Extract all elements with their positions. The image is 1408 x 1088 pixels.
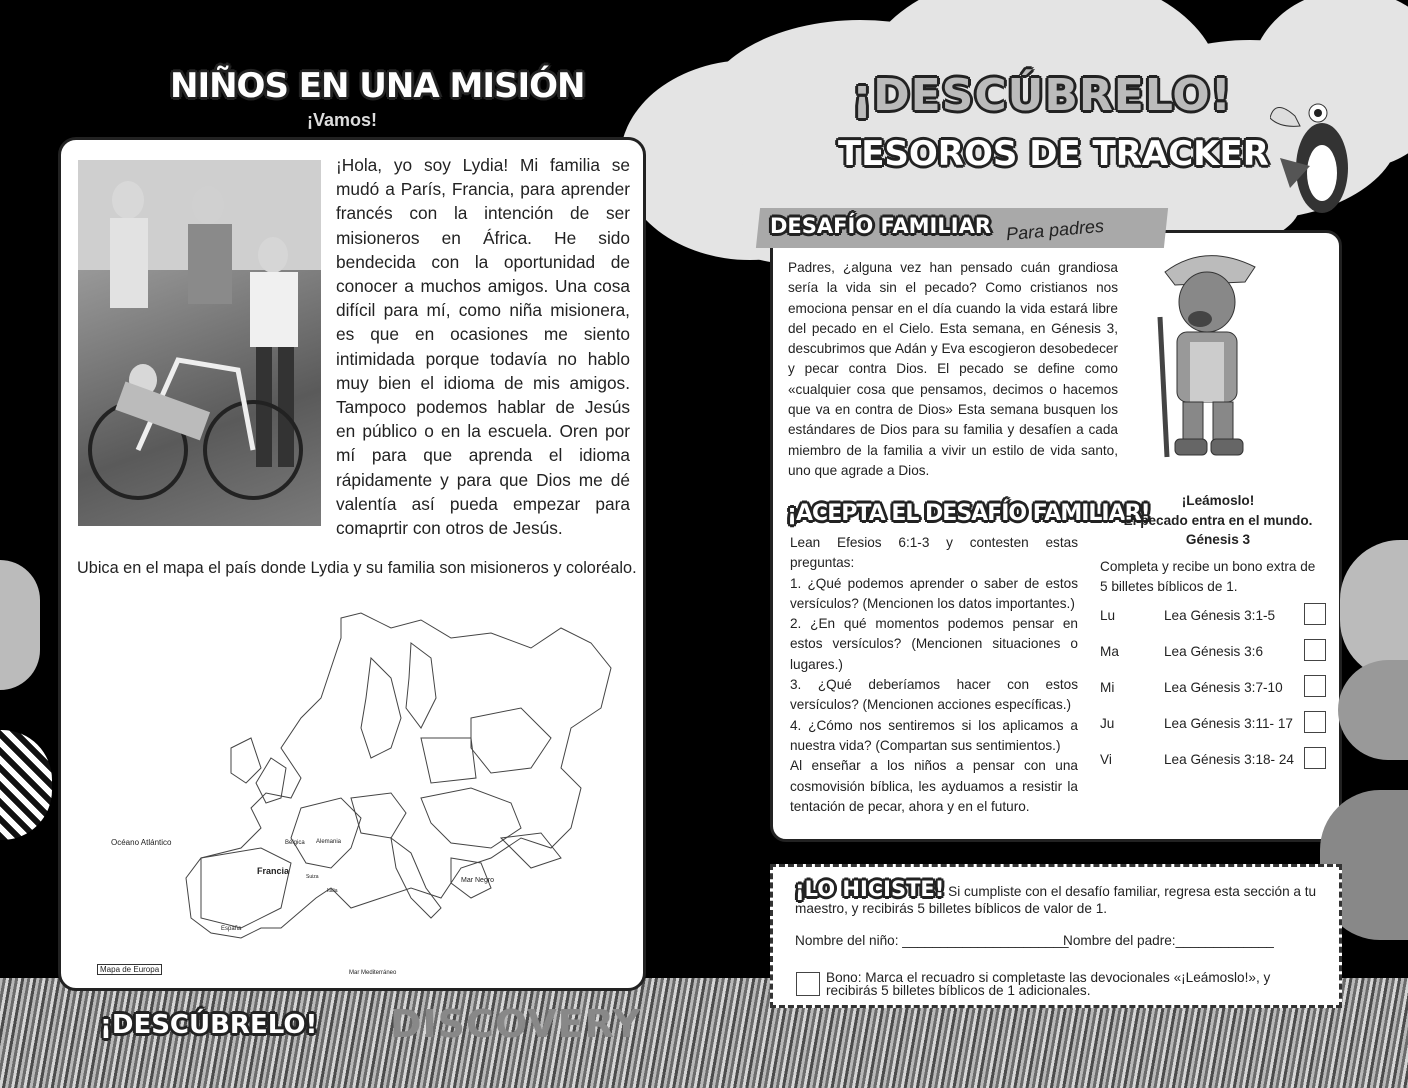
- reading-day: Ju: [1100, 716, 1115, 731]
- left-subtitle: ¡Vamos!: [307, 110, 378, 130]
- map-label-espana: España: [221, 926, 242, 932]
- accept-line: Lean Efesios 6:1-3 y contesten estas preguntas:: [790, 535, 1078, 571]
- reading-row: [1100, 745, 1332, 781]
- monkey-decoration: [1338, 660, 1408, 760]
- accept-line: Al enseñar a los niños a pensar con una cosmovisión bíblica, les ayduamos a resistir la tentación de pecar, ahora y en el futuro.: [790, 758, 1078, 814]
- reading-row: [1100, 637, 1332, 673]
- reading-passage: Lea Génesis 3:11- 17: [1164, 716, 1293, 731]
- completion-text: [795, 877, 1325, 917]
- animal-decoration-left: [0, 560, 40, 690]
- reading-checkbox[interactable]: [1304, 603, 1326, 625]
- reading-heading-3: Génesis 3: [1185, 532, 1251, 547]
- animal-decoration-right: [1340, 540, 1408, 680]
- lydia-story: ¡Hola, yo soy Lydia! Mi familia se mudó a París, Francia, para aprender francés con la intención de ser misioneros en África. He sido bendecida con la oportunidad de conocer a muchos amigos. Una cosa difícil para mí, como niña misionera, es que en ocasiones me siento intimidada porque todavía no hablo muy bien el idioma de mis amigos. Tampoco podemos hablar de Jesús en público o en la escuela. Oren por mí para que aprenda el idioma rápidamente y para que Dios me dé valentía así pueda empezar para comaprtir con otros de Jesús.: [336, 155, 630, 539]
- accept-heading: ¡ACEPTA EL DESAFÍO FAMILIAR!: [787, 501, 1150, 526]
- reading-passage: Lea Génesis 3:18- 24: [1164, 752, 1294, 767]
- mission-panel: [58, 137, 646, 991]
- reading-day: Vi: [1100, 752, 1112, 767]
- reading-day: Ma: [1100, 644, 1119, 659]
- reading-checkbox[interactable]: [1304, 639, 1326, 661]
- map-label-suiza: Suiza: [306, 874, 319, 880]
- reading-day: Mi: [1100, 680, 1115, 695]
- accept-line: 4. ¿Cómo nos sentiremos si los aplicamos a nuestra vida? (Compartan sus sentimientos.): [790, 717, 1078, 753]
- reading-row: [1100, 709, 1332, 745]
- completion-coupon: [770, 864, 1342, 1008]
- map-label-francia: Francia: [257, 866, 290, 876]
- accept-lines: [790, 533, 1078, 817]
- reading-plan: [1100, 601, 1332, 781]
- reading-passage: Lea Génesis 3:6: [1164, 644, 1263, 659]
- map-label-belgica: Bélgica: [285, 840, 305, 846]
- footer-brand: DISCOVERY: [390, 1002, 642, 1046]
- map-instruction: Ubica en el mapa el país donde Lydia y su familia son misioneros y coloréalo.: [77, 559, 637, 577]
- completion-instructions: Si cumpliste con el desafío familiar, regresa esta sección a tu maestro, y recibirás 5 billetes bíblicos de valor de 1.: [795, 884, 1317, 916]
- child-name-field[interactable]: Nombre del niño: ______________________: [795, 933, 1069, 948]
- tracker-character-icon: [1145, 247, 1275, 467]
- family-photo: [78, 160, 321, 526]
- map-label-italia: Italia: [327, 888, 338, 894]
- map-label-alemania: Alemania: [316, 839, 342, 845]
- challenge-tab-title: DESAFÍO FAMILIAR: [770, 214, 991, 238]
- reading-row: [1100, 601, 1332, 637]
- reading-checkbox[interactable]: [1304, 747, 1326, 769]
- reading-passage: Lea Génesis 3:7-10: [1164, 680, 1283, 695]
- reading-checkbox[interactable]: [1304, 711, 1326, 733]
- accept-line: 1. ¿Qué podemos aprender o saber de estos versículos? (Mencionen los datos importantes.): [790, 575, 1078, 611]
- reading-heading-2: El pecado entra en el mundo.: [1123, 512, 1313, 528]
- accept-line: 3. ¿Qué deberíamos hacer con estos versículos? (Mencionen acciones específicas.): [790, 677, 1078, 713]
- reading-passage: Lea Génesis 3:1-5: [1164, 608, 1276, 623]
- right-subtitle: TESOROS DE TRACKER: [838, 134, 1269, 174]
- accept-line: 2. ¿En qué momentos podemos pensar en estos versículos? (Mencionen situaciones o lugares.): [790, 616, 1078, 672]
- zebra-decoration: [0, 730, 52, 840]
- reading-checkbox[interactable]: [1304, 675, 1326, 697]
- map-label-mediterraneo: Mar Mediterráneo: [349, 970, 397, 976]
- challenge-panel: [770, 230, 1342, 842]
- completion-heading: ¡LO HICISTE!: [795, 877, 945, 901]
- parent-name-field[interactable]: Nombre del padre:_____________: [1063, 933, 1274, 948]
- reading-day: Lu: [1100, 608, 1116, 623]
- challenge-tab-note: Para padres: [1005, 215, 1105, 245]
- bonus-checkbox[interactable]: [796, 972, 820, 996]
- toucan-icon: [1270, 88, 1360, 228]
- reading-bonus: Completa y recibe un bono extra de 5 billetes bíblicos de 1.: [1100, 559, 1316, 595]
- bonus-text: Bono: Marca el recuadro si completaste las devocionales «¡Leámoslo!», y recibirás 5 billetes bíblicos de 1 adicionales.: [826, 970, 1271, 998]
- map-label-atlantic: Océano Atlántico: [111, 838, 172, 847]
- map-label-mar-negro: Mar Negro: [461, 877, 495, 884]
- reading-row: [1100, 673, 1332, 709]
- right-title: ¡DESCÚBRELO!: [852, 70, 1232, 121]
- left-title: NIÑOS EN UNA MISIÓN: [170, 66, 585, 106]
- europe-map[interactable]: [91, 598, 621, 978]
- map-caption: Mapa de Europa: [97, 964, 162, 975]
- reading-heading-1: ¡Leámoslo!: [1181, 493, 1255, 508]
- challenge-intro: Padres, ¿alguna vez han pensado cuán grandiosa sería la vida sin el pecado? Como cristianos nos emociona pensar en el día cuando la vida estará libre del pecado en el Cielo. Esta semana, en Génesis 3, descubrimos que Adán y Eva escogieron desobedecer y pecar contra Dios. El pecado se define como «cualquier cosa que pensamos, decimos o hacemos que va en contra de Dios» Esta semana busquen los estándares de Dios para su familia y desafíen a cada miembro de la familia a vivir un estilo de vida santo, uno que agrade a Dios.: [788, 260, 1118, 478]
- reading-heading: [1103, 491, 1333, 550]
- footer-logo: ¡DESCÚBRELO!: [100, 1010, 318, 1040]
